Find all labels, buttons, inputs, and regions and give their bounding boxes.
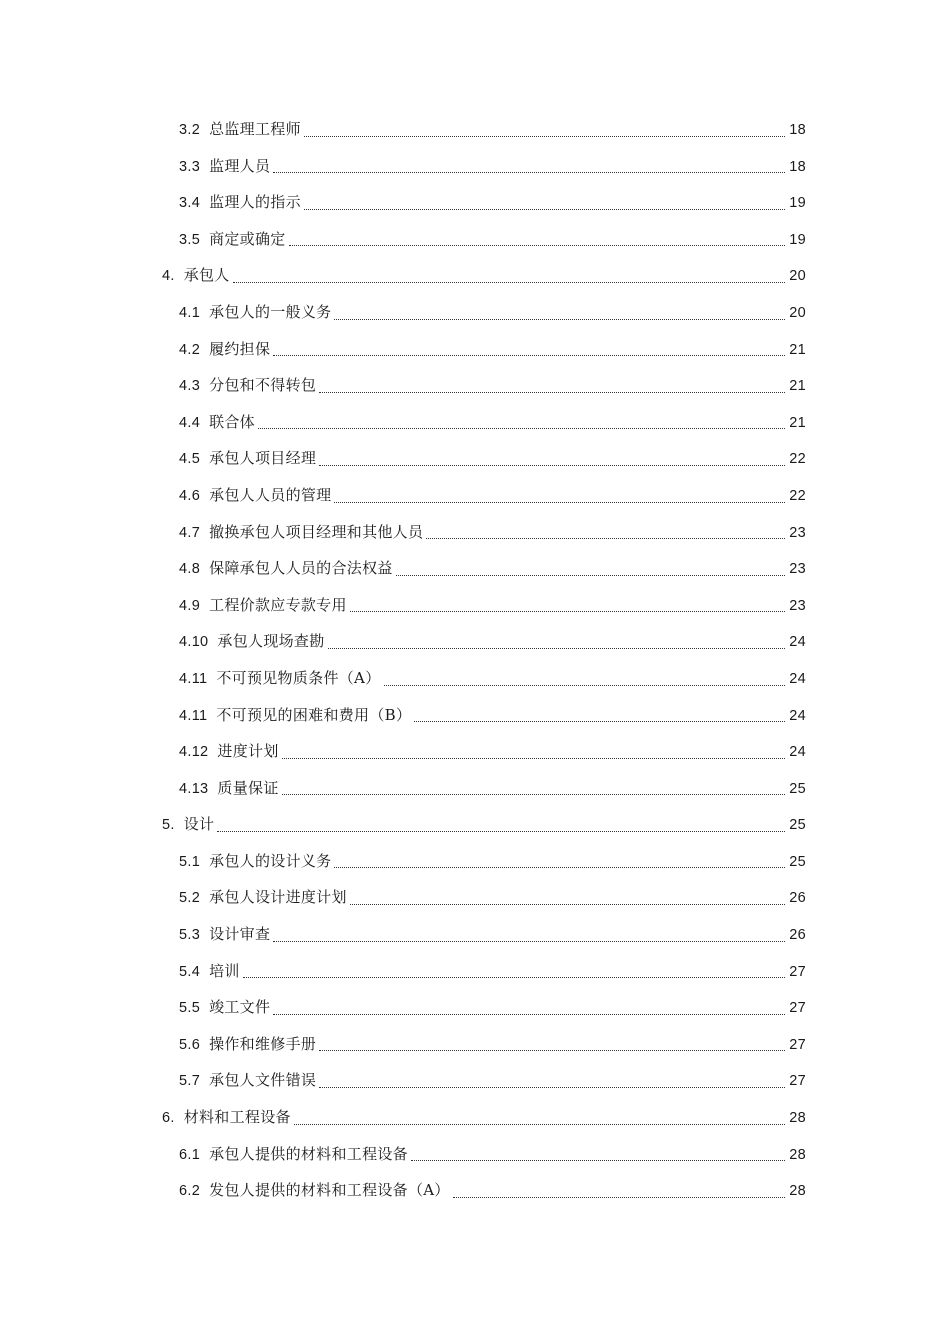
dot-leader [334, 867, 785, 868]
dot-leader [304, 136, 785, 137]
toc-entry[interactable] [179, 880, 806, 917]
dot-leader [282, 758, 785, 759]
toc-entry-title: 承包人设计进度计划 [209, 888, 347, 907]
toc-entry[interactable] [179, 734, 806, 771]
toc-entry-page-number: 18 [789, 122, 806, 138]
toc-entry-number: 3.3 [179, 158, 201, 175]
toc-entry-number: 4.5 [179, 451, 201, 468]
toc-entry-page-number: 23 [789, 597, 806, 614]
toc-entry-page-number: 23 [789, 524, 806, 541]
toc-entry-number: 6.1 [179, 1146, 201, 1163]
dot-leader [273, 172, 785, 173]
toc-entry-page-number: 18 [789, 158, 806, 175]
dot-leader [319, 392, 785, 393]
toc-entry-page-number: 27 [789, 963, 806, 980]
toc-entry-page-number: 28 [789, 1183, 806, 1200]
dot-leader [233, 282, 785, 283]
toc-entry-page-number: 20 [789, 268, 806, 285]
toc-entry-number: 4.1 [179, 304, 201, 321]
toc-entry-number: 4.2 [179, 341, 201, 358]
dot-leader [411, 1160, 785, 1161]
toc-entry-title: 进度计划 [217, 742, 279, 761]
toc-entry-page-number: 27 [789, 1073, 806, 1090]
toc-entry-title: 不可预见物质条件（A） [216, 668, 381, 687]
dot-leader [319, 1050, 785, 1051]
toc-entry-page-number: 22 [789, 487, 806, 504]
toc-entry-page-number: 25 [789, 817, 806, 834]
toc-entry[interactable] [179, 332, 806, 369]
toc-entry[interactable] [179, 588, 806, 625]
toc-entry-number: 4.11 [179, 707, 208, 724]
toc-entry-number: 4.7 [179, 524, 201, 541]
dot-leader [289, 245, 785, 246]
toc-entry-title: 工程价款应专款专用 [209, 595, 347, 614]
toc-entry-title: 质量保证 [217, 778, 279, 797]
dot-leader [294, 1124, 785, 1125]
toc-entry-title: 承包人提供的材料和工程设备 [209, 1144, 408, 1163]
toc-entry-number: 5.4 [179, 963, 201, 980]
toc-entry-number: 4.12 [179, 744, 209, 761]
toc-entry-page-number: 24 [789, 744, 806, 761]
toc-entry-title: 设计审查 [209, 925, 271, 944]
toc-entry-number: 4.9 [179, 597, 201, 614]
dot-leader [396, 575, 785, 576]
toc-entry[interactable] [179, 954, 806, 991]
toc-entry[interactable] [179, 478, 806, 515]
toc-entry-title: 承包人的设计义务 [209, 851, 332, 870]
toc-entry-page-number: 21 [789, 378, 806, 395]
toc-entry[interactable] [162, 258, 806, 295]
dot-leader [319, 465, 785, 466]
toc-entry[interactable] [179, 515, 806, 552]
toc-entry[interactable] [179, 405, 806, 442]
toc-entry-page-number: 27 [789, 1036, 806, 1053]
toc-entry[interactable] [179, 185, 806, 222]
toc-entry-page-number: 20 [789, 304, 806, 321]
dot-leader [350, 904, 785, 905]
toc-entry-title: 承包人现场查勘 [217, 632, 325, 651]
toc-entry-number: 5.7 [179, 1073, 201, 1090]
toc-entry-title: 履约担保 [209, 339, 271, 358]
dot-leader [243, 977, 785, 978]
dot-leader [414, 721, 785, 722]
toc-entry[interactable] [179, 698, 806, 735]
toc-entry-number: 5.1 [179, 853, 201, 870]
toc-entry[interactable] [179, 844, 806, 881]
toc-entry-number: 4.13 [179, 780, 209, 797]
toc-entry-page-number: 25 [789, 780, 806, 797]
dot-leader [282, 794, 785, 795]
toc-entry[interactable] [179, 295, 806, 332]
dot-leader [453, 1197, 785, 1198]
toc-entry-page-number: 19 [789, 195, 806, 212]
toc-entry-page-number: 22 [789, 451, 806, 468]
toc-entry-title: 商定或确定 [209, 229, 286, 248]
toc-entry-number: 6. [162, 1110, 175, 1127]
dot-leader [273, 355, 785, 356]
toc-entry-title: 竣工文件 [209, 998, 271, 1017]
toc-entry-number: 3.2 [179, 122, 201, 138]
toc-entry-number: 3.4 [179, 195, 201, 212]
toc-entry-title: 不可预见的困难和费用（B） [216, 705, 412, 724]
toc-entry-number: 3.5 [179, 231, 201, 248]
table-of-contents [0, 112, 950, 1210]
toc-entry-page-number: 26 [789, 890, 806, 907]
toc-entry-page-number: 27 [789, 1000, 806, 1017]
toc-entry-title: 承包人人员的管理 [209, 485, 332, 504]
toc-entry-number: 4.6 [179, 487, 201, 504]
toc-entry-title: 承包人文件错误 [209, 1071, 317, 1090]
toc-entry[interactable] [179, 1173, 806, 1210]
toc-entry-number: 4.3 [179, 378, 201, 395]
dot-leader [334, 319, 785, 320]
toc-entry[interactable] [179, 222, 806, 259]
toc-entry-title: 监理人的指示 [209, 193, 301, 212]
toc-entry[interactable] [179, 771, 806, 808]
toc-entry[interactable] [179, 990, 806, 1027]
toc-entry-number: 4.10 [179, 634, 209, 651]
toc-entry-page-number: 25 [789, 853, 806, 870]
toc-entry-title: 承包人项目经理 [209, 449, 317, 468]
toc-entry-number: 4.4 [179, 414, 201, 431]
toc-entry-page-number: 23 [789, 561, 806, 578]
dot-leader [384, 685, 786, 686]
toc-entry-title: 材料和工程设备 [183, 1108, 291, 1127]
dot-leader [304, 209, 785, 210]
dot-leader [273, 1014, 785, 1015]
toc-entry-title: 总监理工程师 [209, 120, 301, 138]
toc-entry-title: 承包人的一般义务 [209, 302, 332, 321]
toc-entry-page-number: 19 [789, 231, 806, 248]
toc-entry[interactable] [179, 441, 806, 478]
toc-entry-number: 4. [162, 268, 175, 285]
toc-entry-number: 5.6 [179, 1036, 201, 1053]
dot-leader [217, 831, 785, 832]
toc-entry-page-number: 21 [789, 341, 806, 358]
toc-entry-number: 5.2 [179, 890, 201, 907]
toc-entry-title: 保障承包人人员的合法权益 [209, 559, 393, 578]
toc-entry-page-number: 28 [789, 1110, 806, 1127]
toc-entry-title: 监理人员 [209, 156, 271, 175]
toc-entry[interactable] [179, 551, 806, 588]
toc-entry-title: 培训 [209, 961, 240, 980]
toc-entry-title: 撤换承包人项目经理和其他人员 [209, 522, 424, 541]
toc-entry[interactable] [179, 661, 806, 698]
toc-entry-page-number: 21 [789, 414, 806, 431]
dot-leader [273, 941, 785, 942]
toc-entry-number: 5. [162, 817, 175, 834]
toc-entry-number: 4.8 [179, 561, 201, 578]
dot-leader [319, 1087, 785, 1088]
toc-entry[interactable] [162, 1100, 806, 1137]
dot-leader [258, 428, 785, 429]
toc-entry-page-number: 28 [789, 1146, 806, 1163]
toc-entry[interactable] [179, 1063, 806, 1100]
toc-entry-page-number: 24 [789, 670, 806, 687]
toc-entry-title: 发包人提供的材料和工程设备（A） [209, 1181, 450, 1200]
toc-entry-title: 操作和维修手册 [209, 1034, 317, 1053]
toc-entry-number: 4.11 [179, 670, 208, 687]
toc-entry[interactable] [179, 368, 806, 405]
toc-entry-page-number: 24 [789, 634, 806, 651]
toc-entry-number: 6.2 [179, 1183, 201, 1200]
toc-entry[interactable] [179, 917, 806, 954]
toc-entry-title: 分包和不得转包 [209, 376, 317, 395]
toc-entry[interactable] [179, 112, 806, 149]
toc-entry[interactable] [179, 624, 806, 661]
dot-leader [350, 611, 785, 612]
toc-entry-number: 5.3 [179, 927, 201, 944]
dot-leader [426, 538, 785, 539]
toc-entry[interactable] [179, 1027, 806, 1064]
dot-leader [328, 648, 785, 649]
toc-entry-title: 设计 [183, 815, 215, 834]
toc-entry-number: 5.5 [179, 1000, 201, 1017]
toc-entry[interactable] [162, 807, 806, 844]
toc-entry[interactable] [179, 1137, 806, 1174]
toc-entry-title: 承包人 [183, 266, 230, 285]
dot-leader [334, 502, 785, 503]
toc-entry-page-number: 26 [789, 927, 806, 944]
toc-entry-page-number: 24 [789, 707, 806, 724]
toc-entry-title: 联合体 [209, 412, 255, 431]
toc-entry[interactable] [179, 149, 806, 186]
